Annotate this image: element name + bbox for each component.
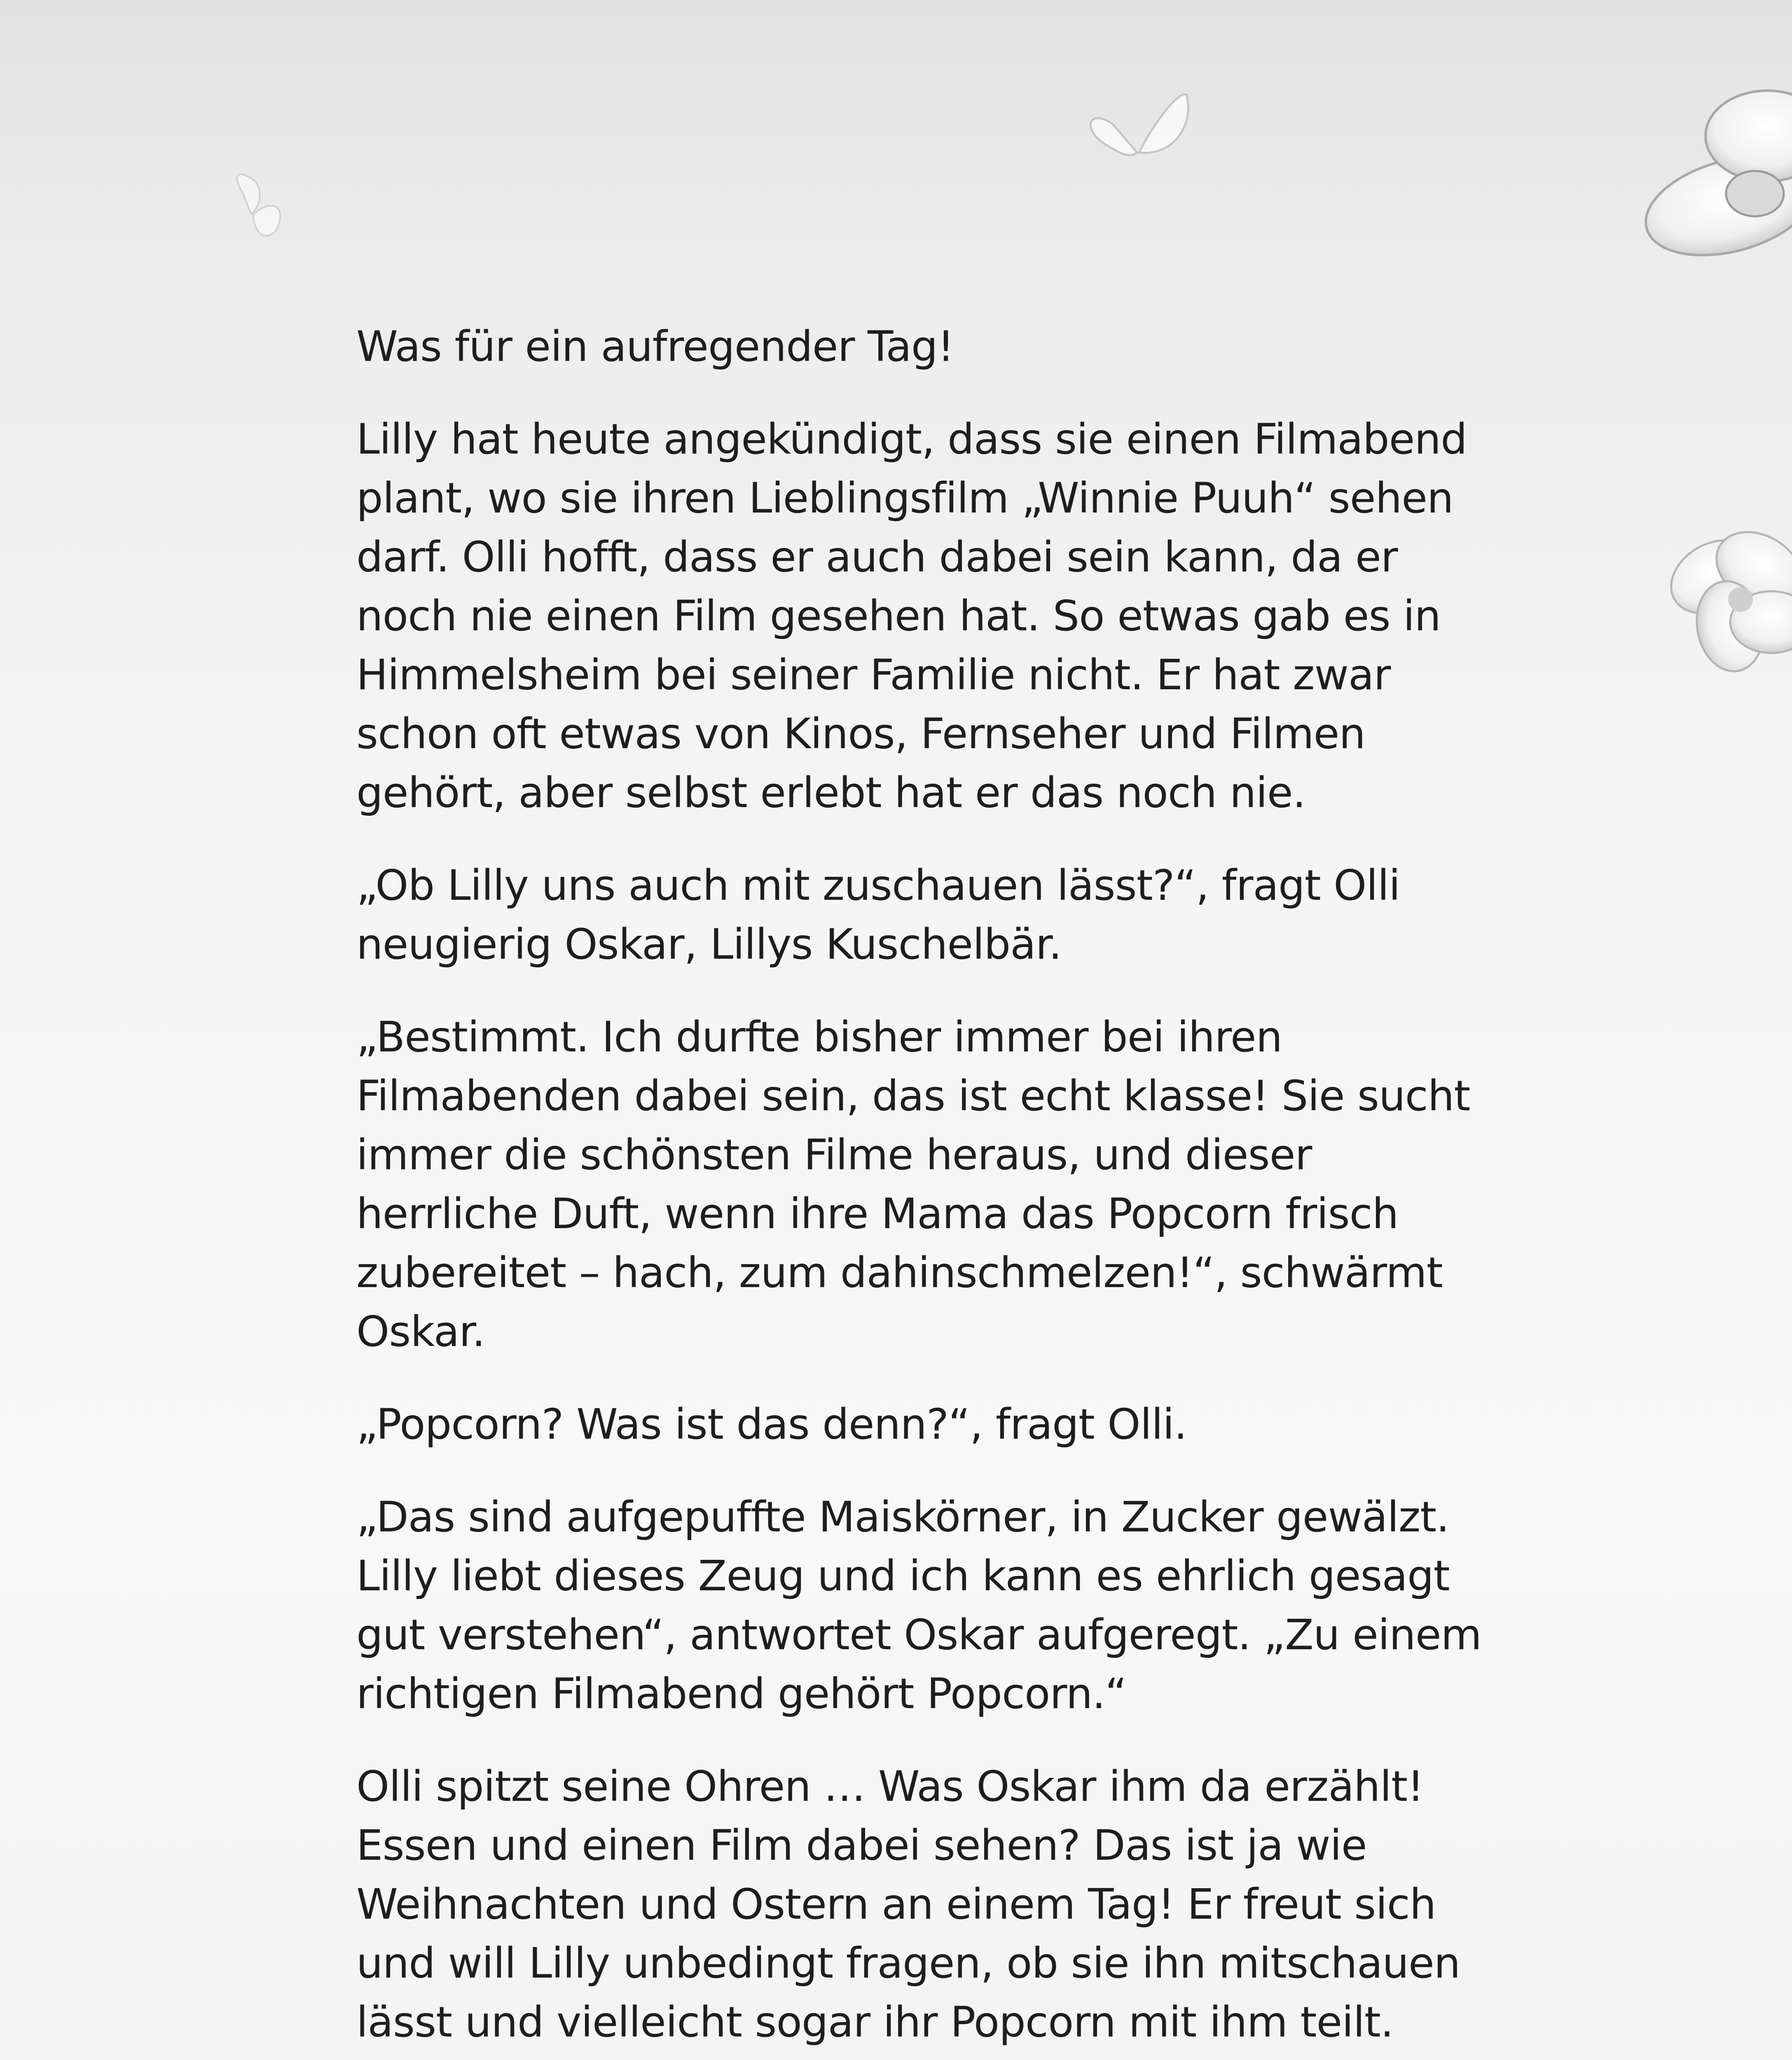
paragraph: „Bestimmt. Ich durfte bisher immer bei ihren Filmabenden dabei sein, das ist echt klasse! Sie sucht immer die schönsten Filme heraus, und dieser herrliche Duft, wenn ihre Mama das Popcorn frisch zubereitet – hach, zum dahinschmelzen!“, schwärmt Oskar. <box>356 1013 1470 1356</box>
butterfly-icon <box>1090 94 1188 155</box>
paragraph: „Popcorn? Was ist das denn?“, fragt Olli. <box>356 1400 1187 1449</box>
paragraph: „Das sind aufgepuffte Maiskörner, in Zucker gewälzt. Lilly liebt dieses Zeug und ich kann es ehrlich gesagt gut verstehen“, antwortet Oskar aufgeregt. „Zu einem richtigen Filmabend gehört Popcorn.“ <box>356 1493 1481 1718</box>
flower-icon <box>1635 91 1792 272</box>
flower-icon <box>1658 517 1792 677</box>
butterfly-icon <box>237 174 281 236</box>
paragraph: Lilly hat heute angekündigt, dass sie einen Filmabend plant, wo sie ihren Lieblingsfilm „Winnie Puuh“ sehen darf. Olli hofft, dass er auch dabei sein kann, da er noch nie einen Film gesehen hat. So etwas gab es in Himmelsheim bei seiner Familie nicht. Er hat zwar schon oft etwas von Kinos, Fernseher und Filmen gehört, aber selbst erlebt hat er das noch nie. <box>356 415 1467 817</box>
paragraph: Was für ein aufregender Tag! <box>356 322 954 371</box>
paragraph: Olli spitzt seine Ohren … Was Oskar ihm da erzählt! Essen und einen Film dabei sehen? Das ist ja wie Weihnachten und Ostern an einem Tag! Er freut sich und will Lilly unbedingt fragen, ob sie ihn mitschauen lässt und vielleicht sogar ihr Popcorn mit ihm teilt. <box>356 1762 1460 2047</box>
story-text <box>356 317 1485 2060</box>
paragraph: „Ob Lilly uns auch mit zuschauen lässt?“, fragt Olli neugierig Oskar, Lillys Kuschelbär. <box>356 861 1400 969</box>
